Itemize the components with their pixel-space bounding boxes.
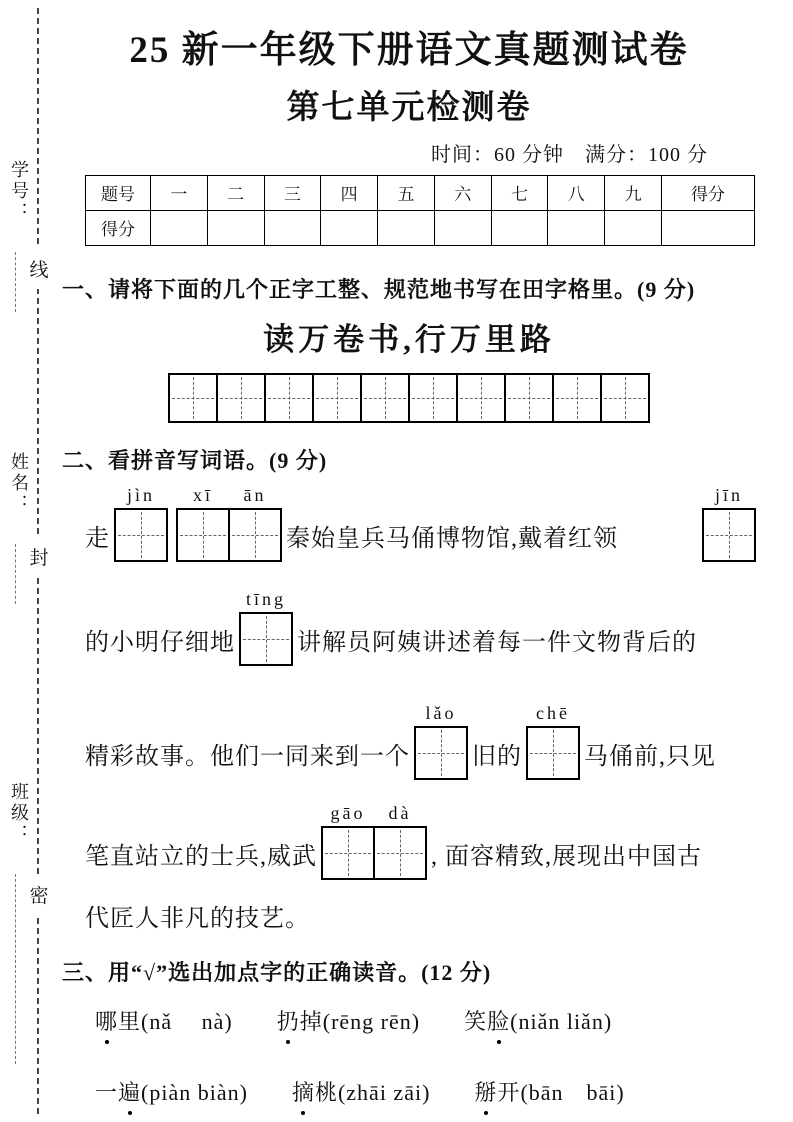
word-item: 掰开(bān bāi) xyxy=(474,1076,624,1107)
score-table-header-cell: 九 xyxy=(605,175,662,210)
score-blank-cell[interactable] xyxy=(264,210,321,245)
option-row xyxy=(62,1076,756,1107)
student-id-blank xyxy=(15,252,16,312)
section1-heading: 一、请将下面的几个正字工整、规范地书写在田字格里。(9 分) xyxy=(62,276,696,302)
line-text: 精彩故事。他们一同来到一个 xyxy=(85,743,410,770)
score-blank-cell[interactable] xyxy=(321,210,378,245)
name-label: 姓名： xyxy=(6,452,32,515)
line-text: , 面容精致,展现出中国古 xyxy=(431,843,702,870)
pinyin-answer-box xyxy=(526,702,580,780)
answer-box-pair xyxy=(321,826,427,880)
score-table-header-cell: 一 xyxy=(151,175,208,210)
student-id-label: 学号： xyxy=(6,160,32,223)
word-item: 一遍(piàn biàn) xyxy=(95,1076,248,1107)
page-title: 25 新一年级下册语文真题测试卷 xyxy=(129,30,689,71)
score-table-header-cell: 六 xyxy=(434,175,491,210)
score-table-header-cell: 二 xyxy=(207,175,264,210)
section2-heading: 二、看拼音写词语。(9 分) xyxy=(62,448,328,474)
pinyin-label: chē xyxy=(536,702,570,723)
line-text: 马俑前,只见 xyxy=(584,743,716,770)
seal-char-feng: 封 xyxy=(27,536,51,577)
pinyin-label: gāo xyxy=(330,802,366,823)
score-table-header-cell: 五 xyxy=(378,175,435,210)
tian-cell[interactable] xyxy=(360,373,410,423)
score-blank-cell[interactable] xyxy=(434,210,491,245)
line-text: 的小明仔细地 xyxy=(85,629,235,656)
answer-box[interactable] xyxy=(114,508,168,562)
tian-cell[interactable] xyxy=(552,373,602,423)
dotted-char: 哪 xyxy=(95,1005,118,1036)
pinyin-label-row xyxy=(322,802,426,826)
line-text: 秦始皇兵马俑博物馆,戴着红领 xyxy=(286,525,618,552)
score-table-score-row xyxy=(86,210,755,245)
pinyin-label-row xyxy=(177,484,281,508)
pinyin-label: ān xyxy=(243,484,267,505)
answer-box[interactable] xyxy=(239,612,293,666)
answer-box[interactable] xyxy=(228,508,282,562)
class-label: 班级： xyxy=(6,782,32,845)
pinyin-label: jìn xyxy=(126,484,155,505)
exam-meta: 时间：60 分钟 满分：100 分 xyxy=(431,143,708,166)
section3-heading: 三、用“√”选出加点字的正确读音。(12 分) xyxy=(62,959,492,985)
score-blank-cell[interactable] xyxy=(548,210,605,245)
answer-box[interactable] xyxy=(176,508,230,562)
answer-box[interactable] xyxy=(526,726,580,780)
score-table-header-cell: 三 xyxy=(264,175,321,210)
score-blank-cell[interactable] xyxy=(378,210,435,245)
tian-cell[interactable] xyxy=(216,373,266,423)
dotted-char: 脸 xyxy=(487,1005,510,1036)
tian-cell[interactable] xyxy=(456,373,506,423)
name-blank xyxy=(15,544,16,604)
score-blank-cell[interactable] xyxy=(605,210,662,245)
score-blank-cell[interactable] xyxy=(207,210,264,245)
copy-text: 读万卷书,行万里路 xyxy=(263,322,555,358)
line-text: 讲解员阿姨讲述着每一件文物背后的 xyxy=(297,629,697,656)
pinyin-options: (niǎn liǎn) xyxy=(510,1009,613,1035)
pinyin-label: lǎo xyxy=(425,702,457,723)
pinyin-answer-box xyxy=(702,484,756,562)
score-table-header-cell: 题号 xyxy=(86,175,151,210)
pinyin-label: xī xyxy=(192,484,213,505)
tian-cell[interactable] xyxy=(312,373,362,423)
score-blank-cell[interactable] xyxy=(491,210,548,245)
tian-cell[interactable] xyxy=(600,373,650,423)
pinyin-answer-box-pair xyxy=(176,484,282,562)
answer-box[interactable] xyxy=(373,826,427,880)
pinyin-options: (rēng rēn) xyxy=(322,1009,421,1035)
option-row xyxy=(62,1005,756,1036)
line-text: 笔直站立的士兵,威武 xyxy=(85,843,317,870)
word-item: 摘桃(zhāi zāi) xyxy=(292,1076,430,1107)
tian-cell[interactable] xyxy=(504,373,554,423)
score-blank-cell[interactable] xyxy=(662,210,755,245)
tian-cell[interactable] xyxy=(264,373,314,423)
pinyin-answer-box xyxy=(114,484,168,562)
word-item: 扔掉(rēng rēn) xyxy=(277,1005,420,1036)
pinyin-answer-box xyxy=(414,702,468,780)
answer-box[interactable] xyxy=(702,508,756,562)
score-table-header-cell: 八 xyxy=(548,175,605,210)
line-text: 走 xyxy=(85,525,110,552)
pinyin-options: (bān bāi) xyxy=(520,1080,625,1106)
answer-box[interactable] xyxy=(321,826,375,880)
page-subtitle: 第七单元检测卷 xyxy=(286,89,532,126)
pinyin-answer-box xyxy=(239,588,293,666)
dotted-char: 遍 xyxy=(118,1076,141,1107)
page-content xyxy=(62,0,756,1107)
body-line xyxy=(62,484,756,562)
dotted-char: 摘 xyxy=(292,1076,315,1107)
pinyin-label: jīn xyxy=(714,484,743,505)
body-line: 代匠人非凡的技艺。 xyxy=(85,905,310,932)
score-table-header-cell: 得分 xyxy=(662,175,755,210)
pinyin-label: dà xyxy=(388,802,412,823)
score-table xyxy=(85,175,755,246)
class-blank xyxy=(15,874,16,1064)
word-item: 哪里(nǎ nà) xyxy=(95,1005,233,1036)
score-row-label: 得分 xyxy=(86,210,151,245)
pinyin-answer-box-pair xyxy=(321,802,427,880)
pinyin-options: (nǎ nà) xyxy=(141,1009,233,1035)
pinyin-options: (zhāi zāi) xyxy=(337,1080,431,1106)
tian-grid xyxy=(62,373,756,423)
dotted-char: 扔 xyxy=(277,1005,300,1036)
pinyin-options: (piàn biàn) xyxy=(141,1080,248,1106)
answer-box-pair xyxy=(176,508,282,562)
pinyin-label: tīng xyxy=(245,588,286,609)
score-table-header-row xyxy=(86,175,755,210)
score-blank-cell[interactable] xyxy=(151,210,208,245)
tian-cell[interactable] xyxy=(168,373,218,423)
answer-box[interactable] xyxy=(414,726,468,780)
seal-char-line: 线 xyxy=(27,248,51,289)
dotted-char: 掰 xyxy=(474,1076,497,1107)
line-text: 旧的 xyxy=(472,743,522,770)
word-item: 笑脸(niǎn liǎn) xyxy=(464,1005,612,1036)
score-table-header-cell: 四 xyxy=(321,175,378,210)
seal-char-mi: 密 xyxy=(27,874,51,915)
body-line xyxy=(62,702,756,780)
body-line xyxy=(62,588,756,666)
tian-cell[interactable] xyxy=(408,373,458,423)
score-table-header-cell: 七 xyxy=(491,175,548,210)
body-line xyxy=(62,802,756,880)
